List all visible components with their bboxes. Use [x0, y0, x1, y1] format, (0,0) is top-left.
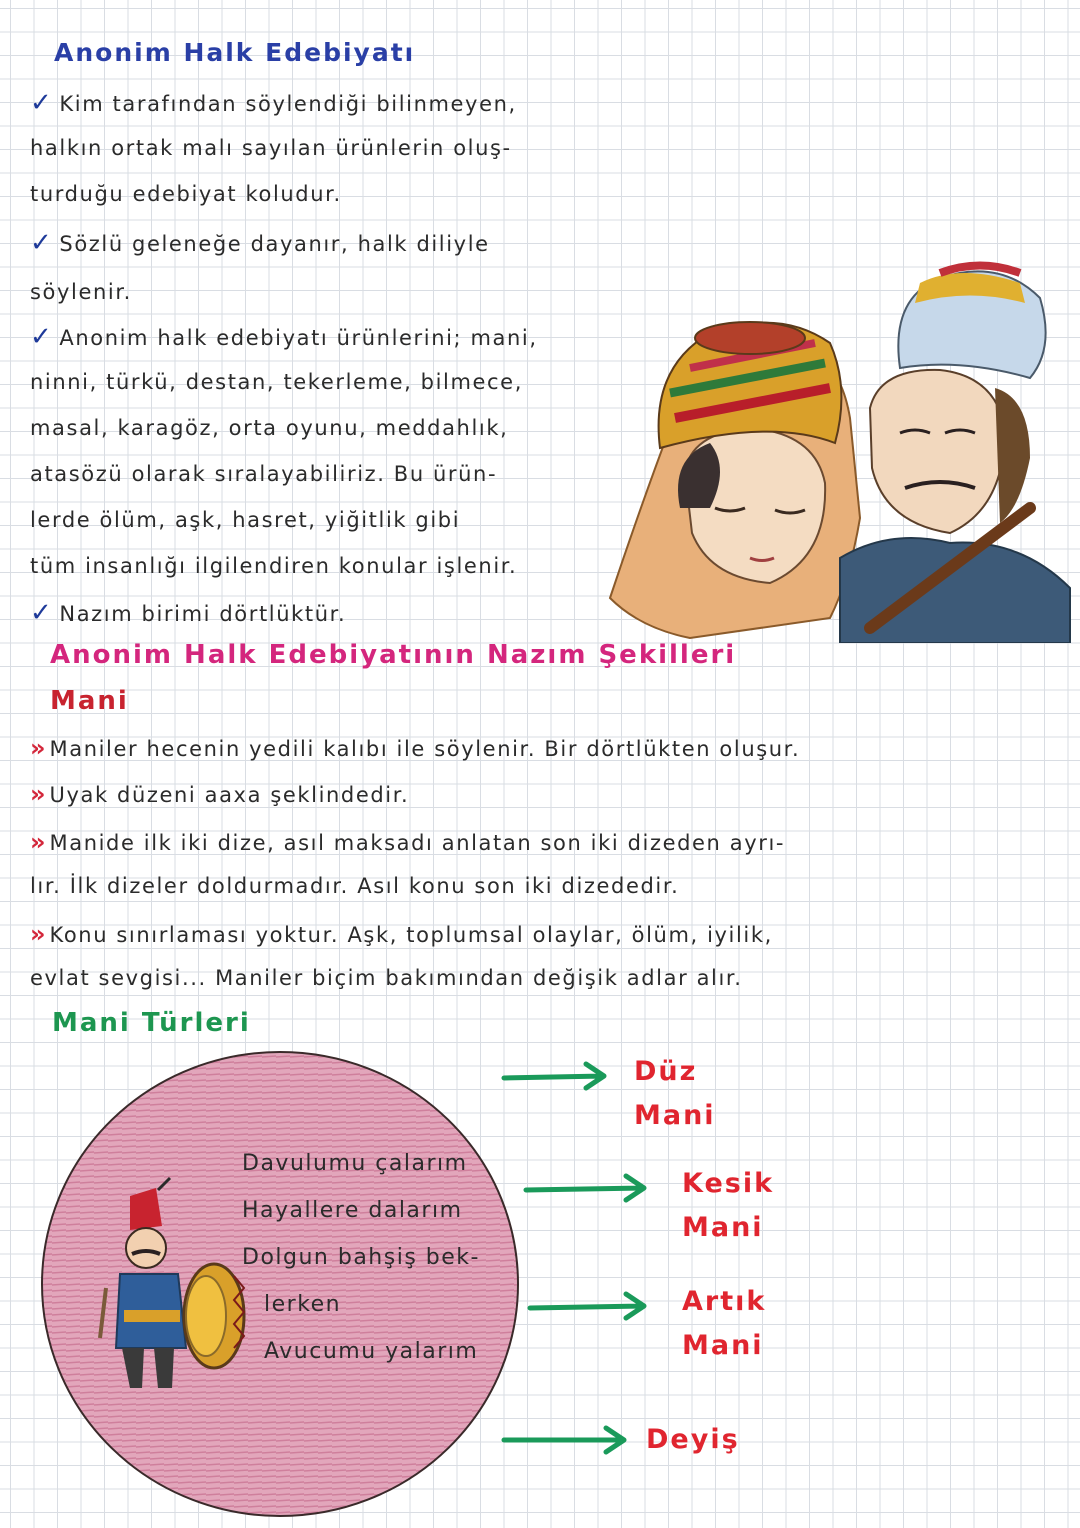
- mani-line: » Uyak düzeni aaxa şeklindedir.: [30, 780, 410, 808]
- mani-line: » Konu sınırlaması yoktur. Aşk, toplumsal olaylar, ölüm, iyilik,: [30, 920, 773, 948]
- intro-line: ✓ Anonim halk edebiyatı ürünlerini; mani,: [30, 322, 538, 352]
- intro-line: ninni, türkü, destan, tekerleme, bilmece,: [30, 370, 523, 394]
- poem-line: Dolgun bahşiş bek-: [242, 1245, 480, 1270]
- poem-line: Hayallere dalarım: [242, 1198, 463, 1223]
- intro-line: söylenir.: [30, 280, 132, 304]
- type-kesik-mani: Kesik Mani: [682, 1168, 775, 1243]
- intro-line: ✓ Nazım birimi dörtlüktür.: [30, 598, 347, 628]
- intro-line: turduğu edebiyat koludur.: [30, 182, 342, 206]
- type-deyis: Deyiş: [646, 1424, 740, 1455]
- section-title: Anonim Halk Edebiyatının Nazım Şekilleri: [50, 640, 737, 670]
- intro-line: halkın ortak malı sayılan ürünlerin oluş-: [30, 136, 512, 160]
- poem-line: lerken: [264, 1292, 342, 1317]
- mani-line: evlat sevgisi... Maniler biçim bakımından değişik adlar alır.: [30, 966, 743, 990]
- double-chevron-icon: »: [30, 734, 42, 762]
- poem-line: Davulumu çalarım: [242, 1151, 468, 1176]
- intro-line: tüm insanlığı ilgilendiren konular işlenir.: [30, 554, 518, 578]
- mani-line: » Maniler hecenin yedili kalıbı ile söylenir. Bir dörtlükten oluşur.: [30, 734, 801, 762]
- double-chevron-icon: »: [30, 780, 42, 808]
- check-icon: ✓: [30, 598, 54, 628]
- double-chevron-icon: »: [30, 828, 42, 856]
- intro-line: masal, karagöz, orta oyunu, meddahlık,: [30, 416, 509, 440]
- intro-line: atasözü olarak sıralayabiliriz. Bu ürün-: [30, 462, 498, 486]
- double-chevron-icon: »: [30, 920, 42, 948]
- arrow-icon: [504, 1064, 604, 1088]
- mani-heading: Mani: [50, 686, 129, 716]
- mani-line: » Manide ilk iki dize, asıl maksadı anlatan son iki dizeden ayrı-: [30, 828, 786, 856]
- poem-line: Avucumu yalarım: [264, 1339, 479, 1364]
- intro-line: ✓ Sözlü geleneğe dayanır, halk diliyle: [30, 228, 490, 258]
- check-icon: ✓: [30, 322, 54, 352]
- type-duz-mani: Düz Mani: [634, 1056, 716, 1131]
- intro-line: ✓ Kim tarafından söylendiği bilinmeyen,: [30, 88, 517, 118]
- example-poem: [242, 1140, 480, 1375]
- arrow-icon: [526, 1176, 644, 1200]
- check-icon: ✓: [30, 88, 54, 118]
- page-title: Anonim Halk Edebiyatı: [54, 38, 416, 67]
- type-artik-mani: Artık Mani: [682, 1286, 767, 1361]
- intro-line: lerde ölüm, aşk, hasret, yiğitlik gibi: [30, 508, 461, 532]
- folk-couple-illustration: [600, 258, 1075, 643]
- types-heading: Mani Türleri: [52, 1008, 251, 1038]
- check-icon: ✓: [30, 228, 54, 258]
- arrow-icon: [504, 1428, 624, 1452]
- mani-line: lır. İlk dizeler doldurmadır. Asıl konu son iki dizededir.: [30, 874, 680, 898]
- arrow-icon: [530, 1294, 644, 1318]
